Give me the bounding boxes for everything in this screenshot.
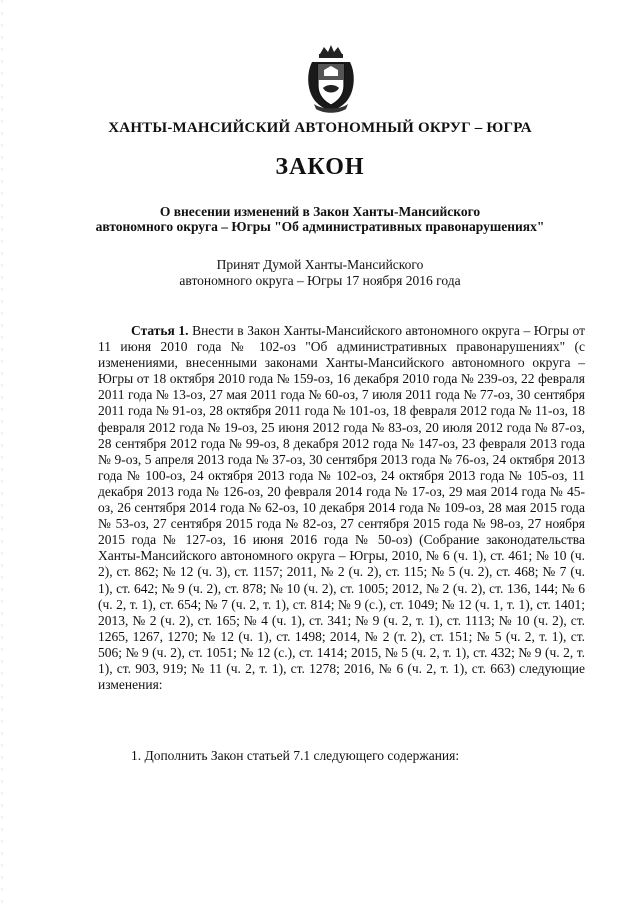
article-1	[98, 323, 585, 693]
region-title: ХАНТЫ-МАНСИЙСКИЙ АВТОНОМНЫЙ ОКРУГ – ЮГРА	[108, 120, 532, 136]
article-1-label: Статья 1.	[131, 323, 189, 338]
article-1-text: Внести в Закон Ханты-Мансийского автономного округа – Югры от 11 июня 2010 года № 102-оз "Об административных правонарушениях" (с изменениями, внесенными законами Ханты-Мансийского автономного округа – Югры от 18 октября 2010 года № 159-оз, 16 декабря 2010 года № 239-оз, 22 февраля 2011 года № 13-оз, 27 мая 2011 года № 60-оз, 7 июля 2011 года № 77-оз, 30 сентября 2011 года № 91-оз, 28 октября 2011 года № 101-оз, 18 февраля 2012 года № 11-оз, 18 февраля 2012 года № 19-оз, 25 июня 2012 года № 83-оз, 20 июля 2012 года № 87-оз, 28 сентября 2012 года № 99-оз, 8 декабря 2012 года № 147-оз, 23 февраля 2013 года № 9-оз, 5 апреля 2013 года № 37-оз, 30 сентября 2013 года № 76-оз, 24 октября 2013 года № 100-оз, 24 октября 2013 года № 102-оз, 24 октября 2013 года № 105-оз, 11 декабря 2013 года № 126-оз, 20 февраля 2014 года № 17-оз, 29 мая 2014 года № 45-оз, 26 сентября 2014 года № 62-оз, 10 декабря 2014 года № 109-оз, 28 мая 2015 года № 53-оз, 27 сентября 2015 года № 82-оз, 27 сентября 2015 года № 98-оз, 27 ноября 2015 года № 127-оз, 16 июня 2016 года № 50-оз) (Собрание законодательства Ханты-Мансийского автономного округа – Югры, 2010, № 6 (ч. 1), ст. 461; № 10 (ч. 2), ст. 862; № 12 (ч. 3), ст. 1157; 2011, № 2 (ч. 2), ст. 115; № 5 (ч. 2), ст. 468; № 7 (ч. 1), ст. 642; № 9 (ч. 2), ст. 878; № 10 (ч. 2), ст. 1005; 2012, № 2 (ч. 2), ст. 136, 144; № 6 (ч. 2, т. 1), ст. 654; № 7 (ч. 2, т. 1), ст. 814; № 9 (с.), ст. 1049; № 12 (ч. 1, т. 1), ст. 1401; 2013, № 2 (ч. 2), ст. 165; № 4 (ч. 1), ст. 341; № 9 (ч. 2, т. 1), ст. 1113; № 10 (ч. 2), ст. 1265, 1267, 1270; № 12 (ч. 1), ст. 1498; 2014, № 2 (т. 2), ст. 151; № 5 (ч. 2, т. 1), ст. 506; № 9 (ч. 2), ст. 1051; № 12 (с.), ст. 1414; 2015, № 5 (ч. 2, т. 1), ст. 432; № 9 (ч. 2, т. 1), ст. 903, 919; № 11 (ч. 2, т. 1), ст. 1278; 2016, № 6 (ч. 2, т. 1), ст. 663) следующие изменения:	[98, 323, 585, 693]
coat-of-arms-emblem-icon	[302, 44, 360, 114]
law-subject-line-2: автономного округа – Югры "Об административных правонарушениях"	[95, 219, 545, 234]
document-type: ЗАКОН	[275, 154, 365, 180]
adoption-note	[0, 257, 640, 289]
law-subject-line-1: О внесении изменений в Закон Ханты-Мансийского	[159, 204, 481, 219]
adoption-note-line-2: автономного округа – Югры 17 ноября 2016 года	[179, 273, 461, 288]
adoption-note-line-1: Принят Думой Ханты-Мансийского	[216, 257, 424, 272]
point-1: 1. Дополнить Закон статьей 7.1 следующего содержания:	[131, 748, 460, 763]
law-subject	[0, 204, 640, 234]
